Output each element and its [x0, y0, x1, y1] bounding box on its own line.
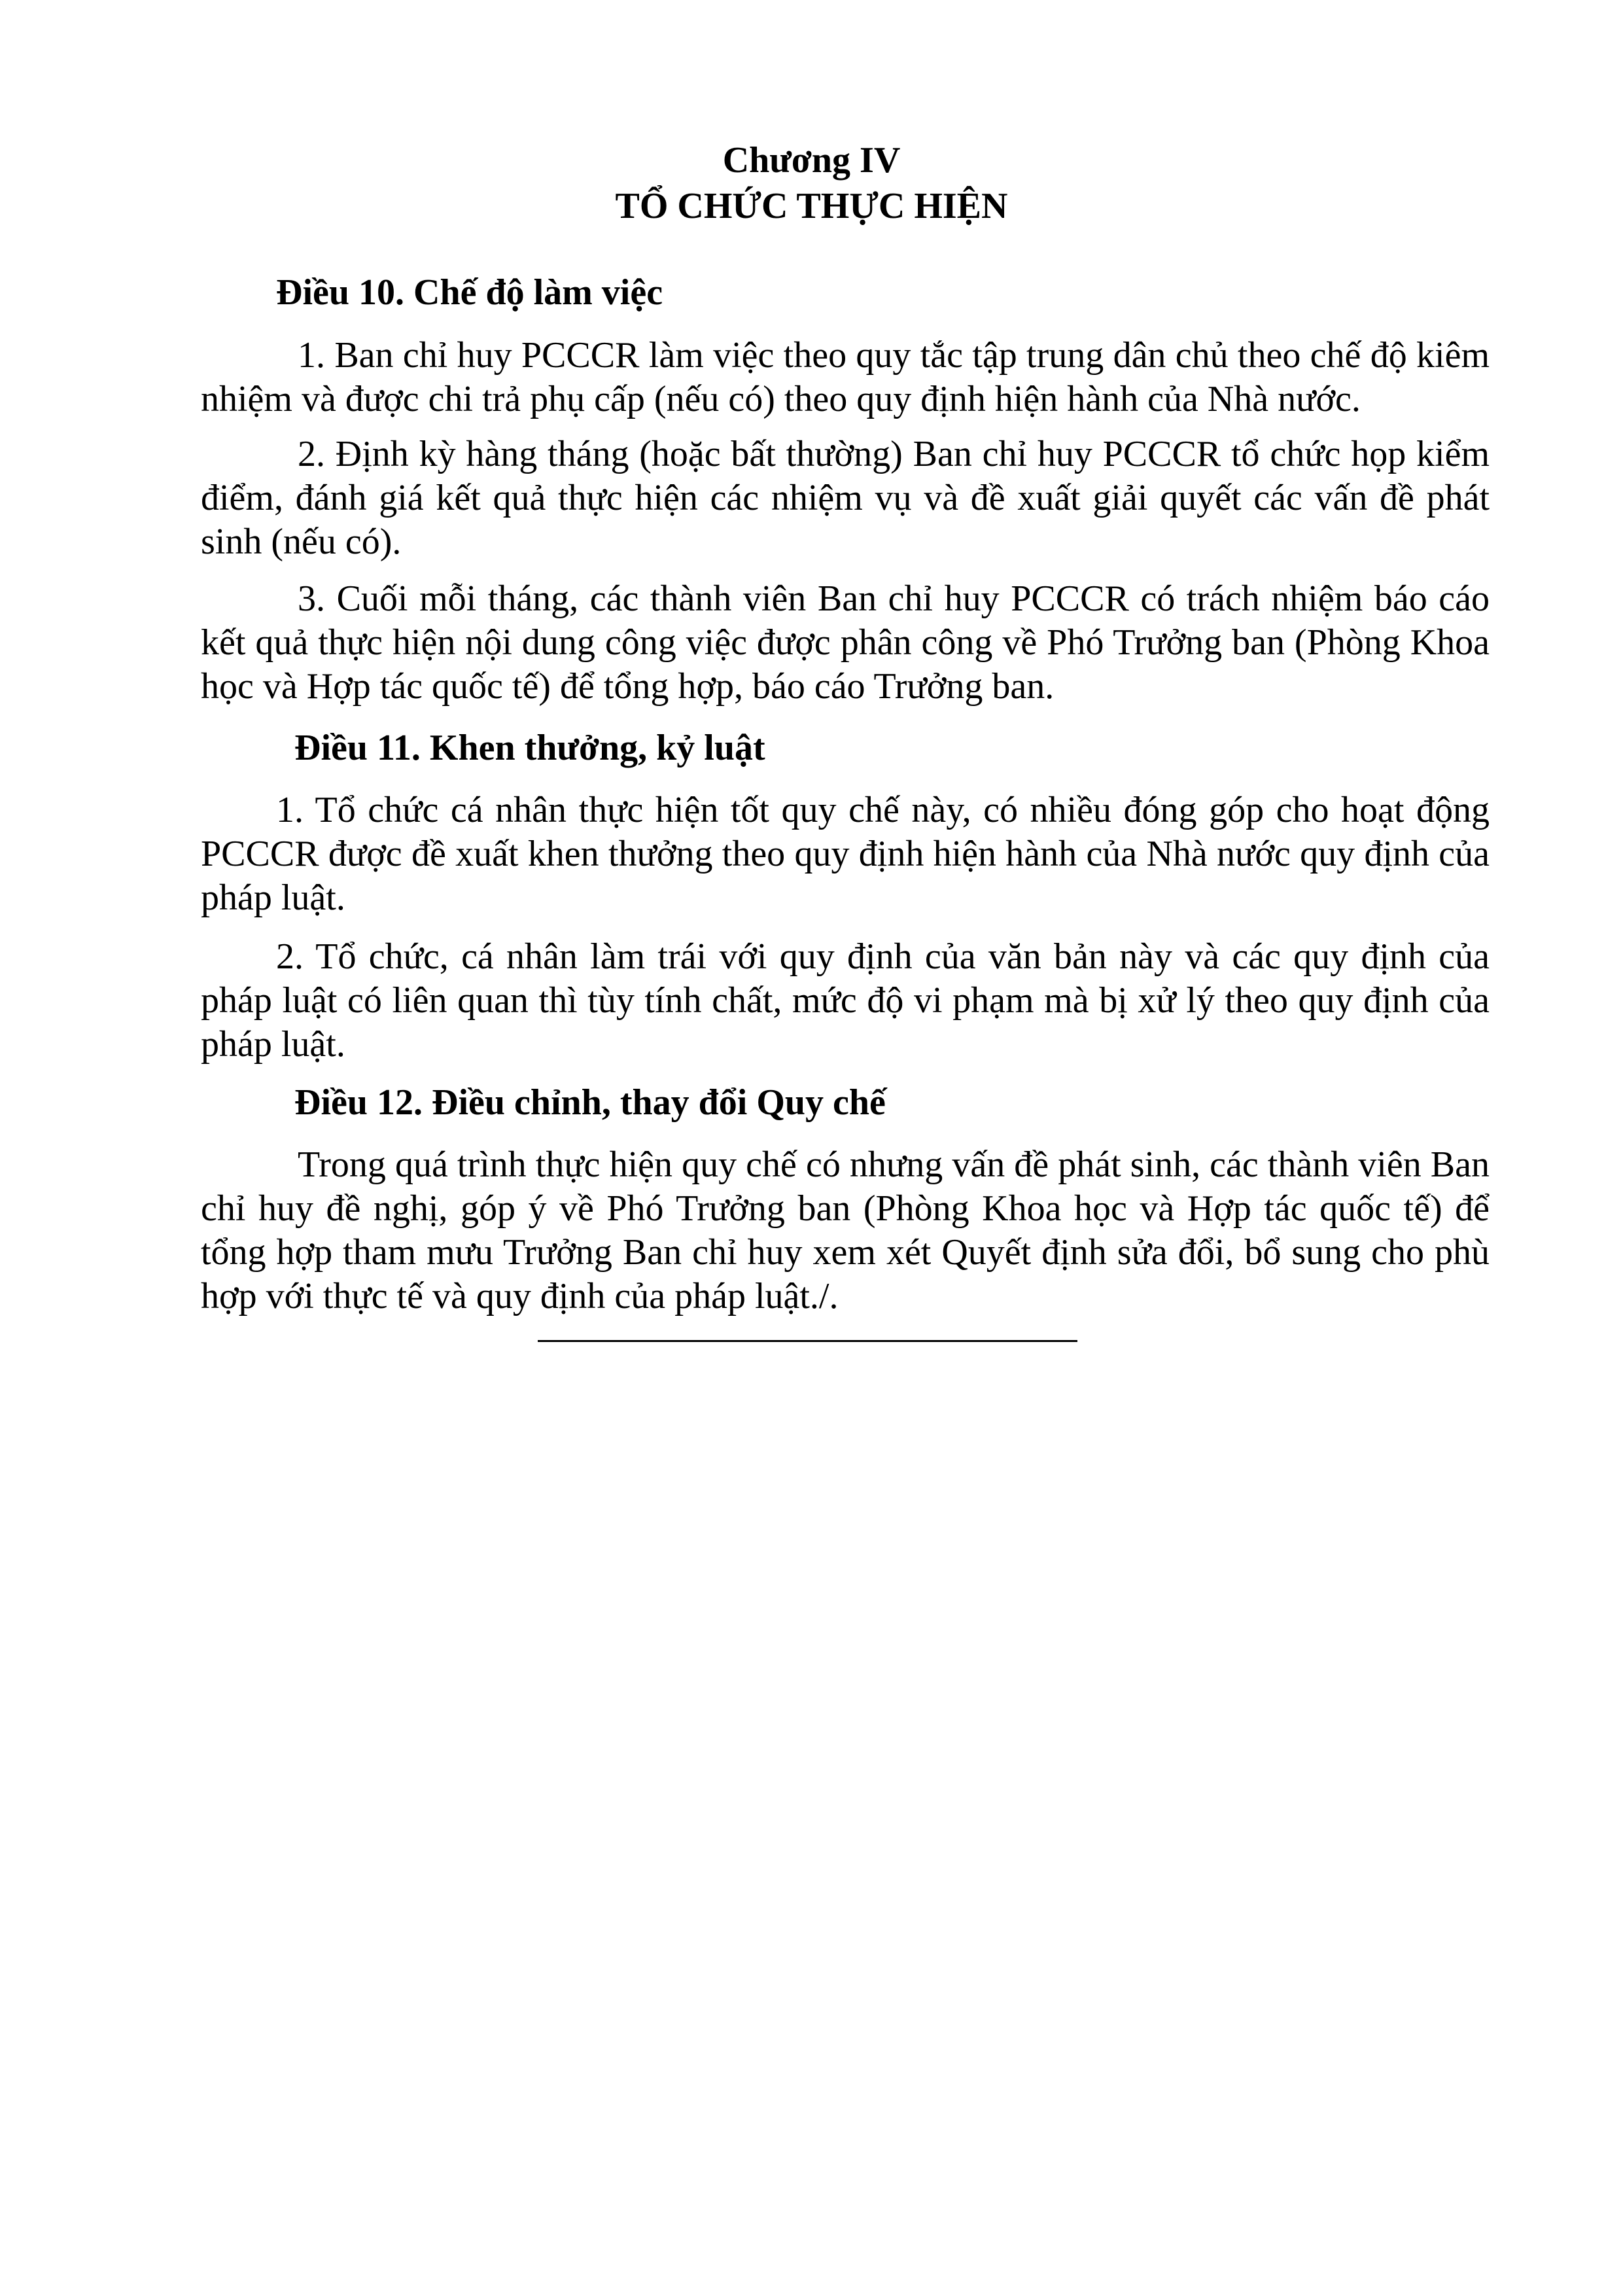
- chapter-title: TỔ CHỨC THỰC HIỆN: [615, 186, 1008, 226]
- chapter-number: Chương IV: [722, 140, 901, 181]
- article-10-paragraph-3: 3. Cuối mỗi tháng, các thành viên Ban chỉ huy PCCCR có trách nhiệm báo cáo kết quả thực hiện nội dung công việc được phân công về Phó Trưởng ban (Phòng Khoa học và Hợp tác quốc tế) để tổng hợp, báo cáo Trưởng ban.: [201, 578, 1490, 707]
- article-10-heading: Điều 10. Chế độ làm việc: [276, 272, 663, 313]
- article-11-paragraph-2: 2. Tổ chức, cá nhân làm trái với quy định của văn bản này và các quy định của pháp luật có liên quan thì tùy tính chất, mức độ vi phạm mà bị xử lý theo quy định của pháp luật.: [201, 936, 1490, 1065]
- article-11-paragraph-1: 1. Tổ chức cá nhân thực hiện tốt quy chế này, có nhiều đóng góp cho hoạt động PCCCR được đề xuất khen thưởng theo quy định hiện hành của Nhà nước quy định của pháp luật.: [201, 790, 1490, 918]
- closing-rule: [538, 1340, 1077, 1342]
- article-10-paragraph-2: 2. Định kỳ hàng tháng (hoặc bất thường) Ban chỉ huy PCCCR tổ chức họp kiểm điểm, đánh giá kết quả thực hiện các nhiệm vụ và đề xuất giải quyết các vấn đề phát sinh (nếu có).: [201, 434, 1490, 562]
- article-12-paragraph-1: Trong quá trình thực hiện quy chế có nhưng vấn đề phát sinh, các thành viên Ban chỉ huy đề nghị, góp ý về Phó Trưởng ban (Phòng Khoa học và Hợp tác quốc tế) để tổng hợp tham mưu Trưởng Ban chỉ huy xem xét Quyết định sửa đổi, bổ sung cho phù hợp với thực tế và quy định của pháp luật./.: [201, 1144, 1490, 1316]
- article-11-heading: Điều 11. Khen thưởng, kỷ luật: [294, 728, 765, 768]
- article-12-heading: Điều 12. Điều chỉnh, thay đổi Quy chế: [294, 1082, 886, 1123]
- article-10-paragraph-1: 1. Ban chỉ huy PCCCR làm việc theo quy tắc tập trung dân chủ theo chế độ kiêm nhiệm và được chi trả phụ cấp (nếu có) theo quy định hiện hành của Nhà nước.: [201, 335, 1490, 419]
